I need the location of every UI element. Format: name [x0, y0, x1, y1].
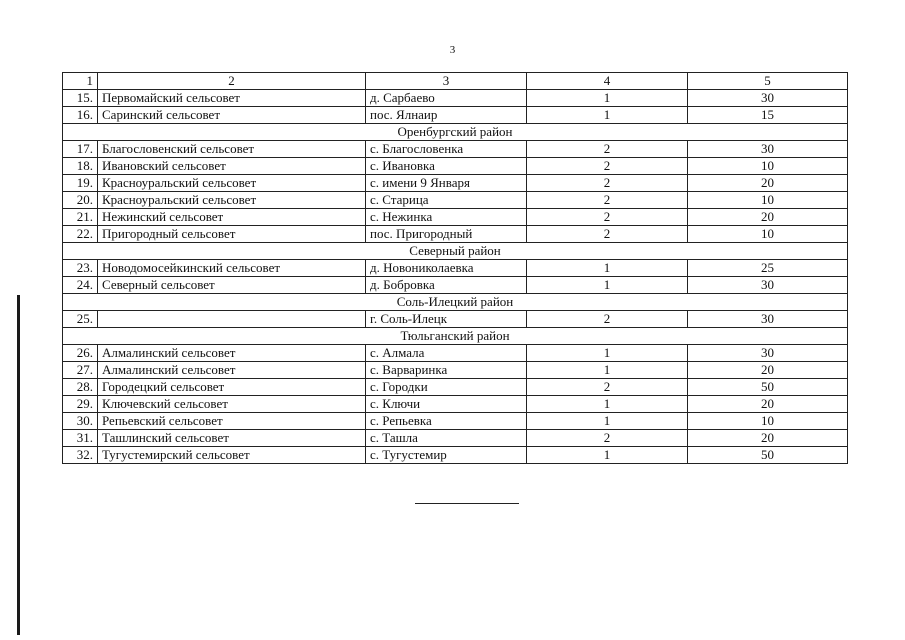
value-col5: 10: [688, 192, 848, 209]
value-col4: 2: [527, 192, 688, 209]
district-row: [63, 243, 848, 260]
row-number: 26.: [63, 345, 98, 362]
value-col5: 20: [688, 396, 848, 413]
table-row: [63, 260, 848, 277]
value-col4: 2: [527, 379, 688, 396]
row-number: 15.: [63, 90, 98, 107]
settlement-name: г. Соль-Илецк: [366, 311, 527, 328]
table-row: [63, 277, 848, 294]
district-name: Оренбургский район: [63, 124, 848, 141]
value-col5: 10: [688, 158, 848, 175]
table-row: [63, 362, 848, 379]
row-number: 16.: [63, 107, 98, 124]
table-row: [63, 413, 848, 430]
value-col5: 15: [688, 107, 848, 124]
table-row: [63, 379, 848, 396]
table-row: [63, 396, 848, 413]
header-cell-3: 3: [366, 73, 527, 90]
settlement-name: с. Варваринка: [366, 362, 527, 379]
district-name: Соль-Илецкий район: [63, 294, 848, 311]
settlement-name: д. Бобровка: [366, 277, 527, 294]
value-col4: 2: [527, 158, 688, 175]
council-name: Пригородный сельсовет: [98, 226, 366, 243]
closing-rule: [415, 503, 519, 504]
row-number: 29.: [63, 396, 98, 413]
row-number: 23.: [63, 260, 98, 277]
council-name: Новодомосейкинский сельсовет: [98, 260, 366, 277]
value-col5: 30: [688, 345, 848, 362]
district-row: [63, 294, 848, 311]
table-body: [63, 73, 848, 464]
page-number: 3: [449, 44, 456, 56]
settlement-name: д. Новониколаевка: [366, 260, 527, 277]
value-col4: 2: [527, 141, 688, 158]
value-col5: 10: [688, 226, 848, 243]
value-col4: 1: [527, 90, 688, 107]
settlement-name: с. Тугустемир: [366, 447, 527, 464]
settlement-name: с. Городки: [366, 379, 527, 396]
table-row: [63, 158, 848, 175]
value-col5: 50: [688, 447, 848, 464]
table-row: [63, 430, 848, 447]
table-row: [63, 175, 848, 192]
value-col5: 30: [688, 90, 848, 107]
council-name: Городецкий сельсовет: [98, 379, 366, 396]
table-header-row: [63, 73, 848, 90]
table-row: [63, 107, 848, 124]
council-name: Ташлинский сельсовет: [98, 430, 366, 447]
settlement-name: с. Репьевка: [366, 413, 527, 430]
row-number: 20.: [63, 192, 98, 209]
district-row: [63, 328, 848, 345]
settlement-name: с. Благословенка: [366, 141, 527, 158]
value-col4: 1: [527, 260, 688, 277]
value-col4: 2: [527, 175, 688, 192]
scan-edge-mark: [17, 295, 20, 635]
value-col4: 1: [527, 396, 688, 413]
row-number: 27.: [63, 362, 98, 379]
row-number: 21.: [63, 209, 98, 226]
council-name: Тугустемирский сельсовет: [98, 447, 366, 464]
row-number: 28.: [63, 379, 98, 396]
council-name: Красноуральский сельсовет: [98, 192, 366, 209]
settlement-name: с. Алмала: [366, 345, 527, 362]
settlement-name: с. Старица: [366, 192, 527, 209]
value-col4: 2: [527, 430, 688, 447]
settlement-name: пос. Ялнаир: [366, 107, 527, 124]
row-number: 25.: [63, 311, 98, 328]
settlement-name: пос. Пригородный: [366, 226, 527, 243]
settlement-name: с. Ташла: [366, 430, 527, 447]
row-number: 30.: [63, 413, 98, 430]
header-cell-2: 2: [98, 73, 366, 90]
row-number: 31.: [63, 430, 98, 447]
value-col4: 2: [527, 226, 688, 243]
header-cell-1: 1: [63, 73, 98, 90]
table-row: [63, 311, 848, 328]
row-number: 17.: [63, 141, 98, 158]
header-cell-4: 4: [527, 73, 688, 90]
value-col4: 1: [527, 277, 688, 294]
value-col4: 2: [527, 209, 688, 226]
district-row: [63, 124, 848, 141]
value-col4: 1: [527, 447, 688, 464]
table-row: [63, 209, 848, 226]
council-name: Первомайский сельсовет: [98, 90, 366, 107]
settlement-name: с. имени 9 Января: [366, 175, 527, 192]
value-col5: 20: [688, 175, 848, 192]
value-col5: 30: [688, 277, 848, 294]
district-name: Тюльганский район: [63, 328, 848, 345]
table-row: [63, 345, 848, 362]
council-name: Ивановский сельсовет: [98, 158, 366, 175]
council-name: Северный сельсовет: [98, 277, 366, 294]
row-number: 22.: [63, 226, 98, 243]
table-row: [63, 447, 848, 464]
council-name: Ключевский сельсовет: [98, 396, 366, 413]
value-col4: 1: [527, 345, 688, 362]
council-name: Саринский сельсовет: [98, 107, 366, 124]
value-col5: 20: [688, 430, 848, 447]
settlement-name: с. Ключи: [366, 396, 527, 413]
value-col5: 10: [688, 413, 848, 430]
settlements-table: [62, 72, 848, 464]
table-row: [63, 90, 848, 107]
council-name: Репьевский сельсовет: [98, 413, 366, 430]
value-col5: 25: [688, 260, 848, 277]
value-col5: 30: [688, 141, 848, 158]
value-col5: 30: [688, 311, 848, 328]
council-name: Алмалинский сельсовет: [98, 362, 366, 379]
district-name: Северный район: [63, 243, 848, 260]
row-number: 18.: [63, 158, 98, 175]
row-number: 24.: [63, 277, 98, 294]
row-number: 32.: [63, 447, 98, 464]
value-col5: 20: [688, 209, 848, 226]
value-col5: 50: [688, 379, 848, 396]
council-name: Благословенский сельсовет: [98, 141, 366, 158]
value-col4: 1: [527, 107, 688, 124]
settlement-name: с. Нежинка: [366, 209, 527, 226]
table-row: [63, 141, 848, 158]
row-number: 19.: [63, 175, 98, 192]
council-name: Красноуральский сельсовет: [98, 175, 366, 192]
council-name: Нежинский сельсовет: [98, 209, 366, 226]
value-col4: 2: [527, 311, 688, 328]
council-name: Алмалинский сельсовет: [98, 345, 366, 362]
settlement-name: с. Ивановка: [366, 158, 527, 175]
council-name: [98, 311, 366, 328]
value-col4: 1: [527, 413, 688, 430]
table-row: [63, 226, 848, 243]
table-row: [63, 192, 848, 209]
settlement-name: д. Сарбаево: [366, 90, 527, 107]
value-col5: 20: [688, 362, 848, 379]
value-col4: 1: [527, 362, 688, 379]
header-cell-5: 5: [688, 73, 848, 90]
